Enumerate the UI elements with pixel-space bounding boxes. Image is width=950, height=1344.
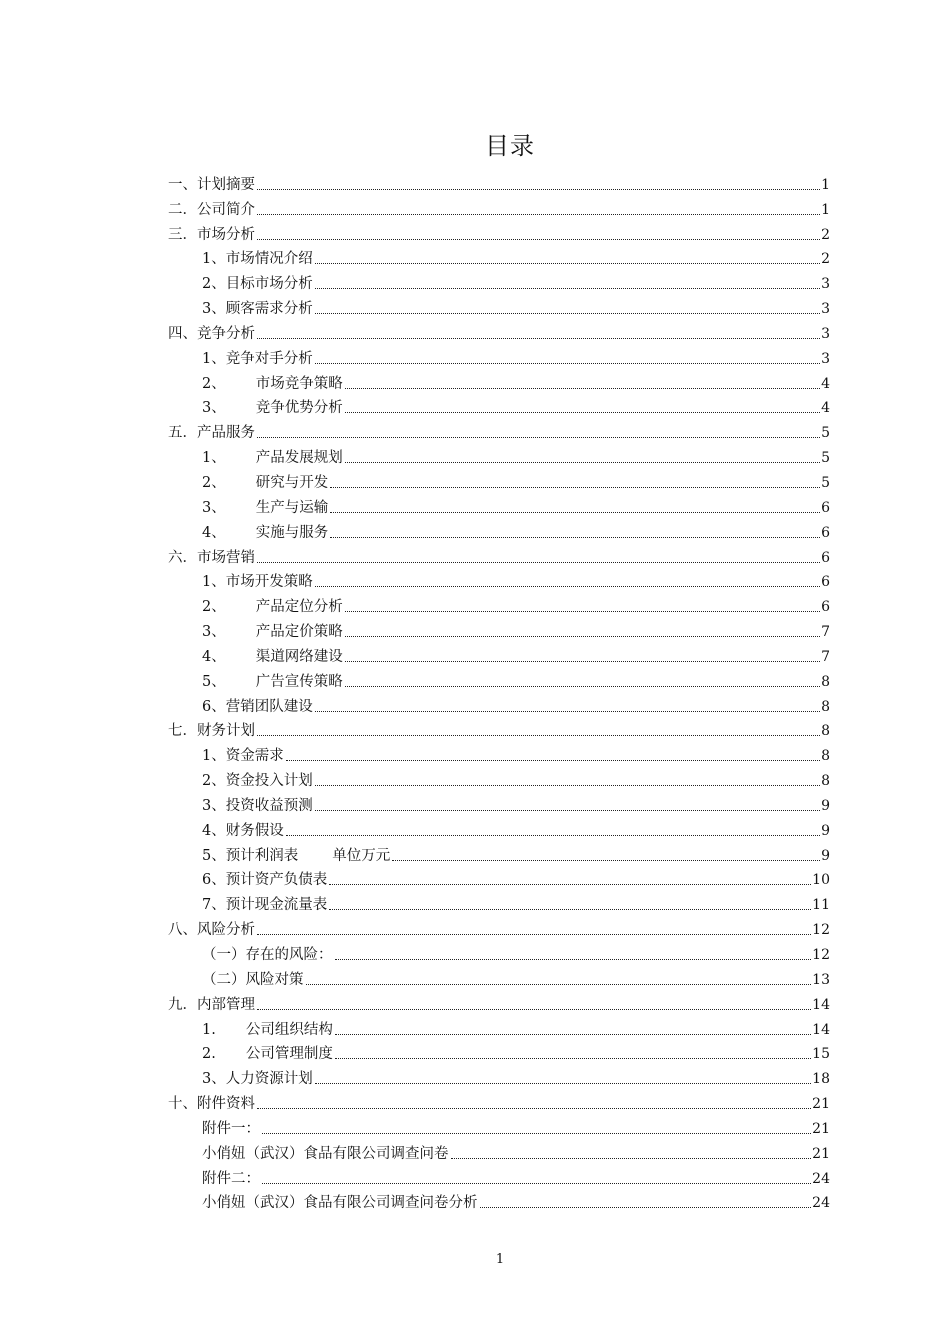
toc-entry[interactable] [168, 442, 830, 467]
toc-entry-label: 3、 竞争优势分析 [168, 399, 345, 417]
dot-leader [335, 959, 812, 960]
toc-entry[interactable] [168, 492, 830, 517]
toc-entry-label: 3、 产品定价策略 [168, 623, 345, 641]
toc-entry-page: 2 [821, 226, 830, 243]
toc-entry-label: 4、财务假设 [168, 822, 286, 840]
toc-entry-page: 11 [812, 897, 830, 914]
toc-entry-page: 15 [812, 1046, 830, 1063]
dot-leader [315, 785, 820, 786]
toc-entry[interactable] [168, 914, 830, 939]
dot-leader [345, 388, 820, 389]
toc-entry-page: 8 [821, 723, 830, 740]
toc-entry-label: 九．内部管理 [168, 996, 255, 1013]
toc-entry[interactable] [168, 219, 830, 244]
toc-entry-page: 1 [821, 176, 830, 193]
toc-entry-label: 四、竞争分析 [168, 325, 255, 342]
toc-entry[interactable] [168, 815, 830, 840]
dot-leader [392, 860, 820, 861]
page-title: 目录 [485, 132, 535, 160]
dot-leader [345, 611, 820, 612]
dot-leader [329, 884, 811, 885]
dot-leader [315, 711, 820, 712]
toc-entry[interactable] [168, 1188, 830, 1213]
toc-entry[interactable] [168, 293, 830, 318]
dot-leader [315, 263, 820, 264]
toc-entry[interactable] [168, 666, 830, 691]
toc-entry[interactable] [168, 1113, 830, 1138]
toc-entry-label: 三．市场分析 [168, 226, 255, 243]
toc-entry-label: 2、 产品定位分析 [168, 598, 345, 616]
dot-leader [315, 810, 820, 811]
dot-leader [257, 1009, 811, 1010]
toc-entry-page: 8 [821, 698, 830, 715]
dot-leader [257, 562, 820, 563]
dot-leader [306, 984, 812, 985]
dot-leader [345, 636, 820, 637]
toc-entry-page: 12 [812, 922, 830, 939]
toc-entry[interactable] [168, 1014, 830, 1039]
toc-entry-label: 2. 公司管理制度 [168, 1045, 335, 1063]
dot-leader [315, 288, 820, 289]
toc-entry[interactable] [168, 1138, 830, 1163]
toc-entry-page: 5 [821, 450, 830, 467]
dot-leader [345, 661, 820, 662]
toc-entry-page: 6 [821, 599, 830, 616]
toc-entry-page: 5 [821, 474, 830, 491]
toc-entry[interactable] [168, 268, 830, 293]
toc-entry-page: 9 [821, 822, 830, 839]
toc-entry-label: 五．产品服务 [168, 425, 255, 442]
page-number: 1 [495, 1252, 505, 1267]
dot-leader [335, 1058, 811, 1059]
toc-entry-label: 3、投资收益预测 [168, 797, 315, 815]
toc-entry-label: 3、 生产与运输 [168, 499, 330, 517]
toc-entry-label: 2、 市场竞争策略 [168, 375, 345, 393]
toc-entry[interactable] [168, 989, 830, 1014]
dot-leader [345, 462, 820, 463]
toc-entry-page: 8 [821, 748, 830, 765]
toc-entry-page: 14 [812, 1021, 830, 1038]
toc-entry[interactable] [168, 591, 830, 616]
dot-leader [330, 512, 820, 513]
toc-entry[interactable] [168, 343, 830, 368]
toc-entry[interactable] [168, 964, 830, 989]
dot-leader [345, 412, 820, 413]
toc-entry[interactable] [168, 691, 830, 716]
toc-entry-page: 7 [821, 648, 830, 665]
toc-entry-label: 1、资金需求 [168, 747, 286, 765]
toc-entry[interactable] [168, 939, 830, 964]
toc-entry-page: 5 [821, 425, 830, 442]
toc-entry-label: 1、市场开发策略 [168, 573, 315, 591]
toc-entry-page: 18 [812, 1071, 830, 1088]
dot-leader [286, 835, 820, 836]
dot-leader [257, 437, 820, 438]
toc-entry-label: 1. 公司组织结构 [168, 1021, 335, 1039]
toc-entry-page: 3 [821, 276, 830, 293]
dot-leader [257, 338, 820, 339]
toc-entry-label: 七．财务计划 [168, 723, 255, 740]
toc-entry-label: 附件一： [168, 1120, 262, 1138]
toc-entry-label: 六．市场营销 [168, 549, 255, 566]
toc-entry-label: （一）存在的风险： [168, 946, 335, 964]
toc-entry[interactable] [168, 368, 830, 393]
dot-leader [330, 487, 820, 488]
toc-entry[interactable] [168, 517, 830, 542]
dot-leader [257, 735, 820, 736]
dot-leader [330, 537, 820, 538]
toc-entry[interactable] [168, 790, 830, 815]
toc-entry-page: 10 [812, 872, 830, 889]
toc-entry[interactable] [168, 740, 830, 765]
dot-leader [315, 363, 820, 364]
toc-entry[interactable] [168, 393, 830, 418]
dot-leader [262, 1133, 811, 1134]
toc-entry-page: 6 [821, 499, 830, 516]
toc-entry[interactable] [168, 417, 830, 442]
toc-entry-label: 3、人力资源计划 [168, 1070, 315, 1088]
toc-entry-page: 14 [812, 996, 830, 1013]
toc-entry-label: 小俏妞（武汉）食品有限公司调查问卷分析 [168, 1194, 480, 1212]
toc-entry-page: 3 [821, 350, 830, 367]
dot-leader [286, 760, 820, 761]
toc-entry-page: 7 [821, 624, 830, 641]
dot-leader [451, 1158, 812, 1159]
toc-entry[interactable] [168, 194, 830, 219]
toc-entry-page: 12 [812, 947, 830, 963]
dot-leader [329, 909, 811, 910]
toc-entry-page: 21 [812, 1145, 830, 1162]
toc-entry-label: 4、 渠道网络建设 [168, 648, 345, 666]
toc-entry-label: 3、顾客需求分析 [168, 300, 315, 318]
toc-entry[interactable] [168, 567, 830, 592]
toc-entry-page: 8 [821, 773, 830, 790]
toc-entry-label: 二．公司简介 [168, 201, 255, 218]
toc-entry[interactable] [168, 244, 830, 269]
toc-entry-page: 13 [812, 971, 830, 988]
toc-entry-page: 4 [821, 375, 830, 392]
dot-leader [257, 214, 820, 215]
toc-entry[interactable] [168, 716, 830, 741]
toc-entry[interactable] [168, 616, 830, 641]
toc-entry-label: 4、 实施与服务 [168, 524, 330, 542]
toc-entry-page: 8 [821, 673, 830, 690]
toc-entry-label: 6、预计资产负债表 [168, 871, 329, 889]
toc-entry[interactable] [168, 169, 830, 194]
toc-entry-label: 十、附件资料 [168, 1096, 255, 1113]
dot-leader [315, 1083, 811, 1084]
toc-entry[interactable] [168, 318, 830, 343]
toc-entry-label: 2、 研究与开发 [168, 474, 330, 492]
toc-entry[interactable] [168, 765, 830, 790]
toc-entry-page: 21 [812, 1120, 830, 1137]
toc-entry-page: 21 [812, 1096, 830, 1113]
toc-entry[interactable] [168, 1088, 830, 1113]
dot-leader [315, 586, 820, 587]
toc-entry-page: 1 [821, 201, 830, 218]
toc-entry-label: 5、 广告宣传策略 [168, 673, 345, 691]
toc-entry[interactable] [168, 840, 830, 865]
toc-entry-page: 6 [821, 574, 830, 591]
toc-entry-page: 9 [821, 847, 830, 864]
toc-entry-label: 5、预计利润表 单位万元 [168, 847, 392, 865]
toc-entry-label: 2、目标市场分析 [168, 275, 315, 293]
toc-entry-page: 3 [821, 325, 830, 342]
toc-entry-label: （二）风险对策 [168, 971, 306, 989]
toc-entry[interactable] [168, 1039, 830, 1064]
toc-entry-page: 4 [821, 400, 830, 417]
toc-entry-page: 9 [821, 797, 830, 814]
toc-entry-label: 八、风险分析 [168, 922, 255, 939]
toc-entry-label: 附件二： [168, 1170, 262, 1188]
toc-entry[interactable] [168, 865, 830, 890]
toc-entry-label: 1、市场情况介绍 [168, 250, 315, 268]
toc-entry[interactable] [168, 1063, 830, 1088]
dot-leader [257, 239, 820, 240]
dot-leader [257, 1108, 811, 1109]
toc-entry-label: 小俏妞（武汉）食品有限公司调查问卷 [168, 1145, 451, 1163]
toc-entry-label: 7、预计现金流量表 [168, 896, 329, 914]
toc-entry[interactable] [168, 542, 830, 567]
toc-entry[interactable] [168, 467, 830, 492]
dot-leader [262, 1183, 811, 1184]
toc-entry-label: 一、计划摘要 [168, 176, 255, 193]
toc-entry-page: 3 [821, 301, 830, 318]
dot-leader [315, 313, 820, 314]
dot-leader [257, 189, 820, 190]
toc-entry[interactable] [168, 889, 830, 914]
dot-leader [335, 1034, 811, 1035]
toc-entry-label: 1、竞争对手分析 [168, 350, 315, 368]
toc-entry-page: 6 [821, 549, 830, 566]
toc-entry[interactable] [168, 1163, 830, 1188]
toc-entry-label: 1、 产品发展规划 [168, 449, 345, 467]
toc-entry-label: 2、资金投入计划 [168, 772, 315, 790]
toc-entry-page: 6 [821, 524, 830, 541]
toc-entry-label: 6、营销团队建设 [168, 698, 315, 716]
dot-leader [257, 934, 811, 935]
dot-leader [345, 686, 820, 687]
toc-entry[interactable] [168, 641, 830, 666]
dot-leader [480, 1207, 812, 1208]
toc-entry-page: 24 [812, 1195, 830, 1212]
toc-entry-page: 24 [812, 1170, 830, 1187]
table-of-contents [168, 169, 830, 1212]
toc-entry-page: 2 [821, 251, 830, 268]
